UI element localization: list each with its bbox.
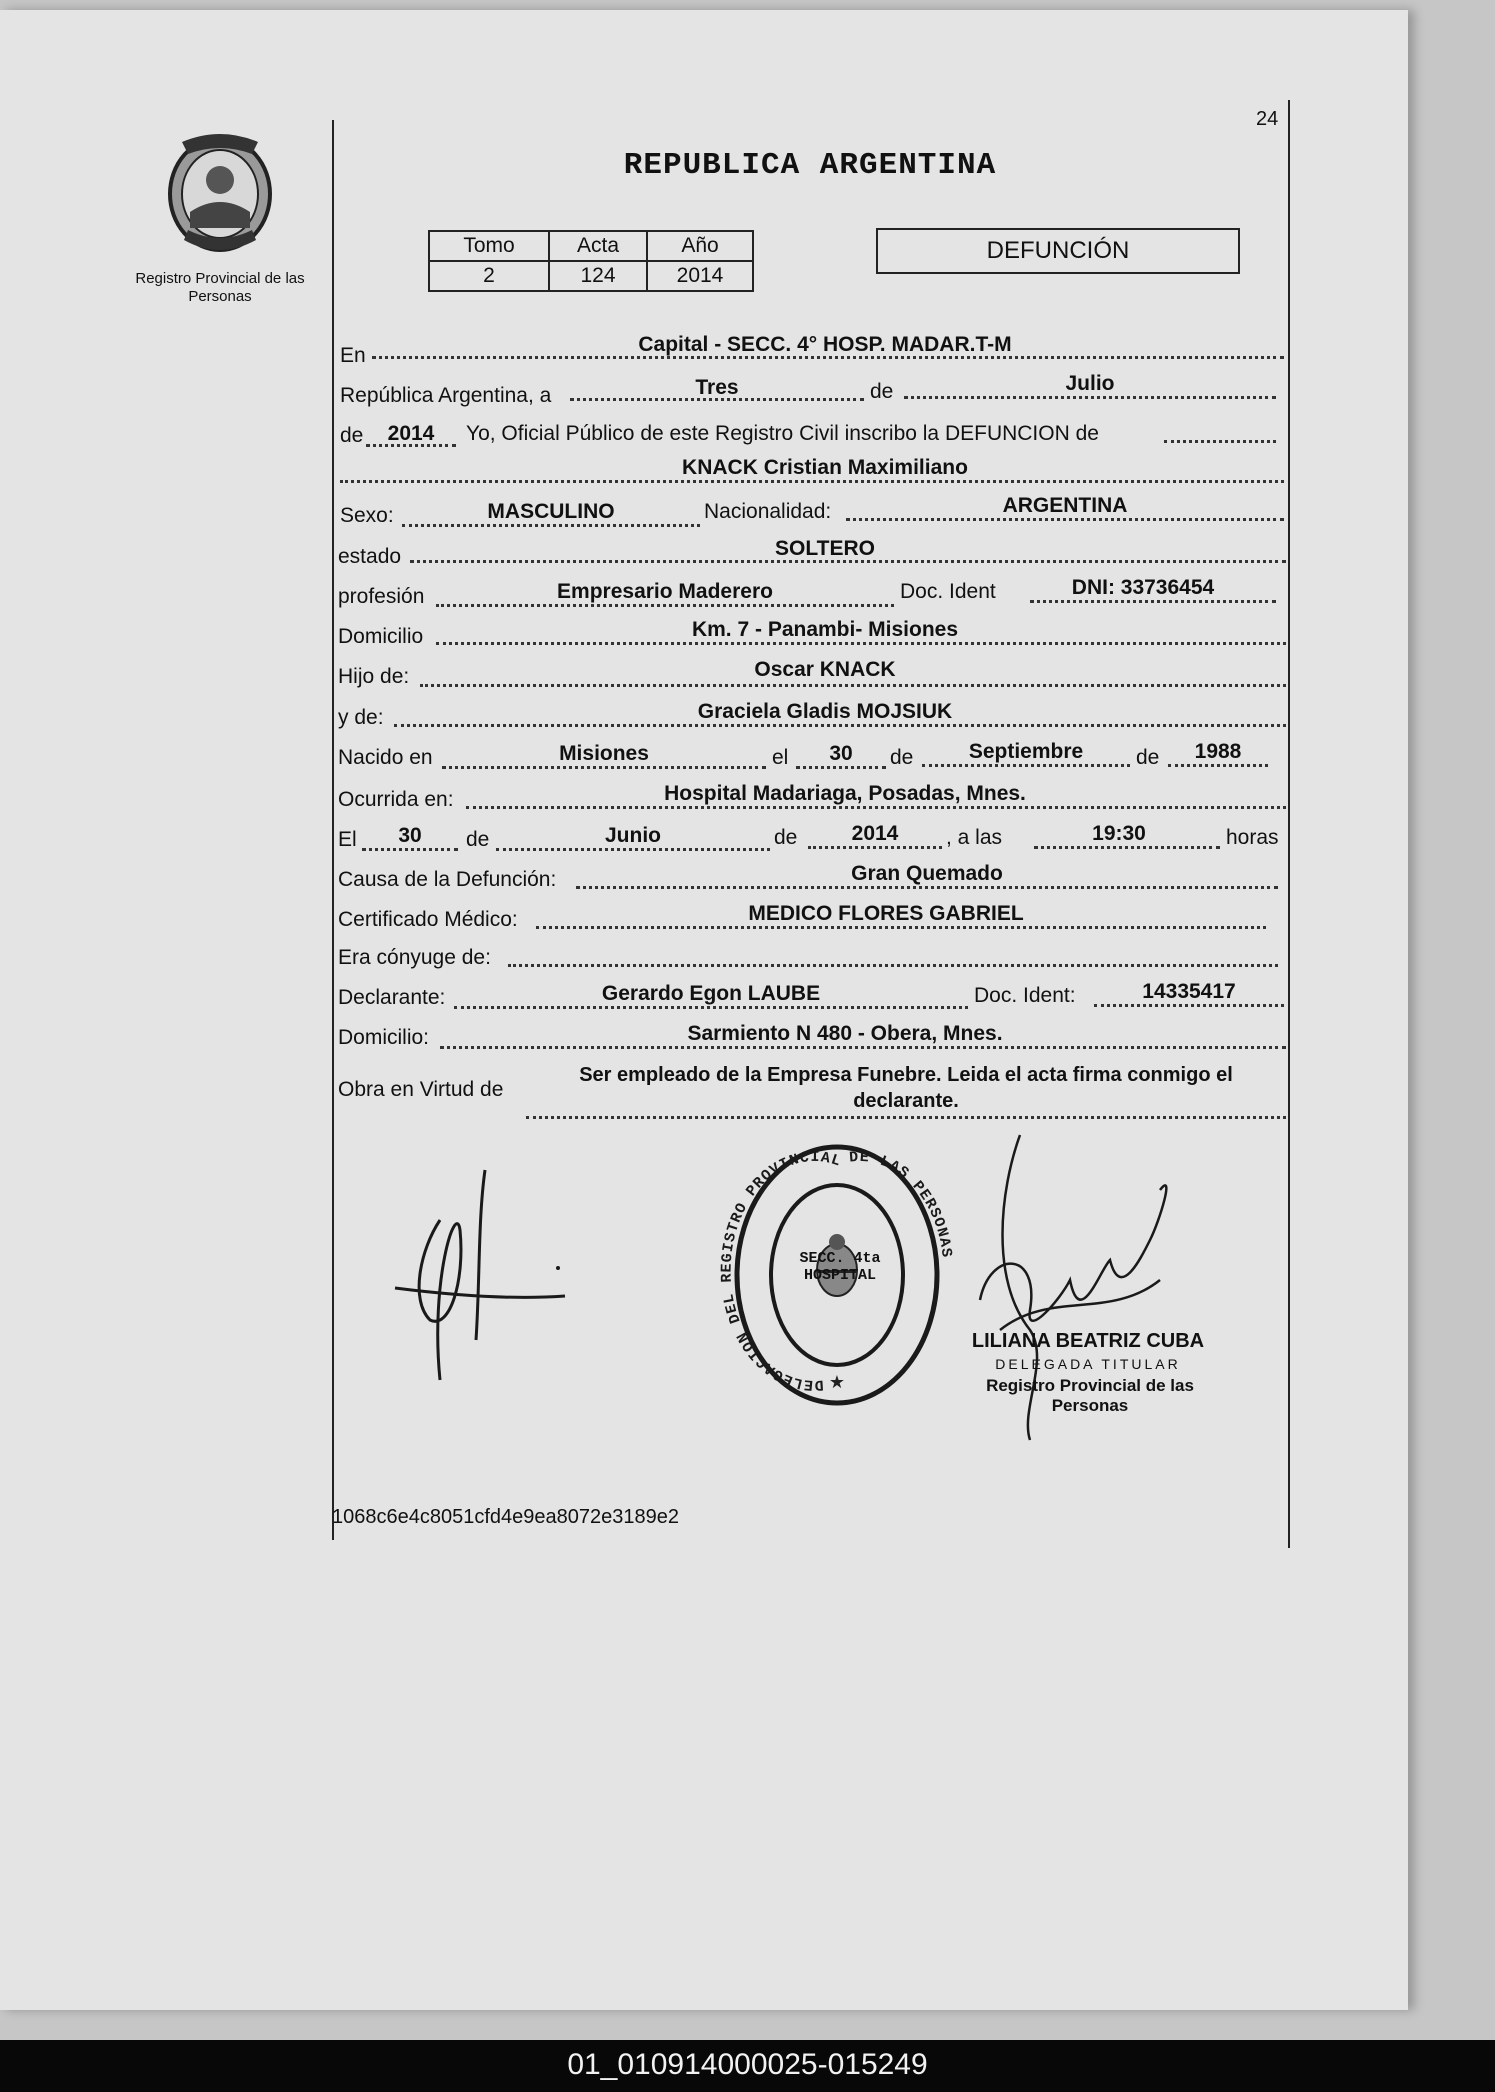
- doc-ident2-dotted-line: [1094, 1004, 1284, 1007]
- nacido-mes-value: Septiembre: [968, 740, 1084, 763]
- obra-dotted-line: [526, 1116, 1286, 1119]
- hijo-label: Hijo de:: [338, 665, 410, 688]
- domicilio2-label: Domicilio:: [338, 1026, 430, 1049]
- nacido-lugar-dotted-line: [442, 766, 766, 769]
- obra-value-line2: declarante.: [853, 1090, 959, 1112]
- nacido-lugar-value: Misiones: [559, 742, 649, 765]
- nacionalidad-label: Nacionalidad:: [704, 500, 832, 523]
- official-name: LILIANA BEATRIZ CUBA: [971, 1330, 1205, 1352]
- anio-header: Año: [647, 231, 753, 261]
- domicilio-dotted-line: [436, 642, 1286, 645]
- official-title: DELEGADA TITULAR: [995, 1356, 1181, 1372]
- domicilio2-value: Sarmiento N 480 - Obera, Mnes.: [687, 1022, 1003, 1045]
- yde-value: Graciela Gladis MOJSIUK: [697, 700, 953, 723]
- doc-ident-dotted-line: [1030, 600, 1276, 603]
- declarante-value: Gerardo Egon LAUBE: [601, 982, 821, 1005]
- certificado-label: Certificado Médico:: [338, 908, 518, 931]
- declarant-signature: [390, 1160, 570, 1390]
- declarante-dotted-line: [454, 1006, 968, 1009]
- def-anio-value: 2014: [851, 822, 899, 845]
- doc-ident-label: Doc. Ident: [900, 580, 996, 603]
- nacido-anio-value: 1988: [1194, 740, 1242, 763]
- republica-label: República Argentina, a: [340, 384, 552, 407]
- def-de-label-1: de: [466, 828, 490, 851]
- registry-caption: Registro Provincial de las Personas: [135, 270, 305, 305]
- ocurrida-value: Hospital Madariaga, Posadas, Mnes.: [664, 782, 1026, 805]
- hijo-dotted-line: [420, 684, 1286, 687]
- nacido-label: Nacido en: [338, 746, 433, 769]
- def-hora-dotted-line: [1034, 846, 1220, 849]
- profesion-dotted-line: [436, 604, 894, 607]
- star-icon: ★: [828, 1372, 846, 1392]
- nombre-value: KNACK Cristian Maximiliano: [682, 456, 968, 479]
- nacido-mes-dotted-line: [922, 764, 1130, 767]
- acta-table-value-row: [429, 261, 753, 291]
- nacido-anio-dotted-line: [1168, 764, 1268, 767]
- domicilio-label: Domicilio: [338, 625, 424, 648]
- acta-header: Acta: [549, 231, 647, 261]
- right-margin-line: [1288, 100, 1290, 1548]
- def-mes-dotted-line: [496, 848, 770, 851]
- sexo-label: Sexo:: [340, 504, 394, 527]
- stamp-inner-text: SECC. 4ta HOSPITAL: [799, 1250, 881, 1284]
- profesion-label: profesión: [338, 585, 425, 608]
- dia-value: Tres: [695, 376, 739, 399]
- certificado-value: MEDICO FLORES GABRIEL: [748, 902, 1024, 925]
- def-hora-value: 19:30: [1092, 822, 1146, 845]
- tomo-header: Tomo: [429, 231, 549, 261]
- domicilio-value: Km. 7 - Panambi- Misiones: [691, 618, 959, 641]
- nacido-dia-value: 30: [829, 742, 853, 765]
- def-dia-value: 30: [398, 824, 422, 847]
- de-label-1: de: [870, 380, 894, 403]
- obra-value-line1: Ser empleado de la Empresa Funebre. Leida el acta firma conmigo el: [579, 1064, 1233, 1086]
- declarante-label: Declarante:: [338, 986, 446, 1009]
- nacido-el-label: el: [772, 746, 789, 769]
- causa-label: Causa de la Defunción:: [338, 868, 557, 891]
- nacido-de-label-1: de: [890, 746, 914, 769]
- yde-dotted-line: [394, 724, 1286, 727]
- scan-label: 01_010914000025-015249: [567, 2048, 928, 2081]
- nacido-de-label-2: de: [1136, 746, 1160, 769]
- mes-value: Julio: [1065, 372, 1115, 395]
- anio-registro-value: 2014: [387, 422, 435, 445]
- def-el-label: El: [338, 828, 357, 851]
- acta-value: 124: [549, 261, 647, 291]
- doc-ident-value: DNI: 33736454: [1071, 576, 1215, 599]
- official-org: Registro Provincial de las Personas: [986, 1376, 1194, 1415]
- estado-value: SOLTERO: [775, 537, 875, 560]
- hijo-value: Oscar KNACK: [754, 658, 896, 681]
- acta-reference-table: [428, 230, 754, 292]
- causa-dotted-line: [576, 886, 1278, 889]
- nacionalidad-value: ARGENTINA: [1002, 494, 1128, 517]
- sexo-dotted-line: [402, 524, 700, 527]
- def-mes-value: Junio: [605, 824, 661, 847]
- nacionalidad-dotted-line: [846, 518, 1284, 521]
- def-de-label-2: de: [774, 826, 798, 849]
- inscribo-text: Yo, Oficial Público de este Registro Civil inscribo la DEFUNCION de: [466, 422, 1099, 445]
- nacido-dia-dotted-line: [796, 766, 886, 769]
- causa-value: Gran Quemado: [851, 862, 1003, 885]
- ocurrida-dotted-line: [466, 806, 1286, 809]
- acta-table-header-row: [429, 231, 753, 261]
- conyuge-label: Era cónyuge de:: [338, 946, 491, 969]
- domicilio2-dotted-line: [440, 1046, 1286, 1049]
- estado-label: estado: [338, 545, 402, 568]
- de-label-2: de: [340, 424, 364, 447]
- doc-ident2-value: 14335417: [1142, 980, 1236, 1003]
- document-hash: 1068c6e4c8051cfd4e9ea8072e3189e2: [332, 1506, 680, 1528]
- country-title: REPUBLICA ARGENTINA: [623, 148, 997, 183]
- doc-ident2-label: Doc. Ident:: [974, 984, 1076, 1007]
- a-las-label: , a las: [946, 826, 1003, 849]
- stamp-ring-text: DELEGACION DEL REGISTRO PROVINCIAL DE LAS PERSONAS: [718, 1148, 955, 1394]
- mes-dotted-line: [904, 396, 1276, 399]
- provincia-de-misiones-seal-logo: [160, 132, 280, 260]
- def-dia-dotted-line: [362, 848, 458, 851]
- en-label: En: [340, 344, 366, 367]
- conyuge-dotted-line: [508, 964, 1278, 967]
- yde-label: y de:: [338, 706, 384, 729]
- obra-label: Obra en Virtud de: [338, 1078, 504, 1101]
- profesion-value: Empresario Maderero: [557, 580, 773, 603]
- page-number: 24: [1256, 108, 1279, 130]
- document-sheet: [0, 10, 1408, 2010]
- inscribo-dotted-line: [1164, 440, 1276, 443]
- nombre-dotted-line: [340, 480, 1284, 483]
- certificado-dotted-line: [536, 926, 1266, 929]
- document-type-box: DEFUNCIÓN: [876, 228, 1240, 274]
- ocurrida-label: Ocurrida en:: [338, 788, 454, 811]
- anio-value: 2014: [647, 261, 753, 291]
- left-margin-line: [332, 120, 334, 1540]
- def-anio-dotted-line: [808, 846, 942, 849]
- tomo-value: 2: [429, 261, 549, 291]
- en-value: Capital - SECC. 4° HOSP. MADAR.T-M: [638, 333, 1012, 356]
- sexo-value: MASCULINO: [487, 500, 615, 523]
- horas-label: horas: [1226, 826, 1279, 849]
